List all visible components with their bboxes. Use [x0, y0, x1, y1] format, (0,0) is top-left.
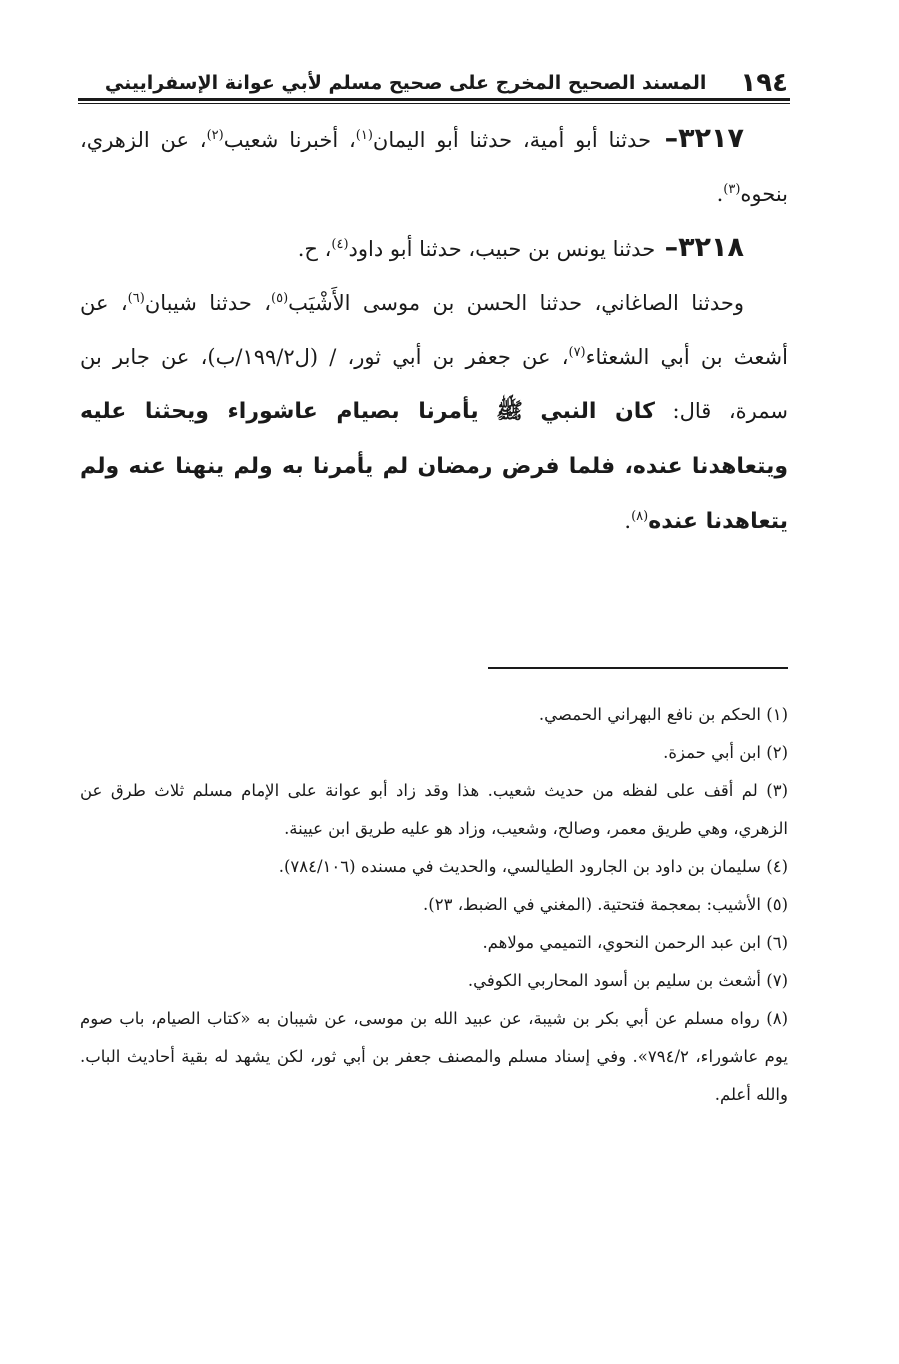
- chain-text: .: [624, 509, 632, 533]
- running-title: المسند الصحيح المخرج على صحيح مسلم لأبي عوانة الإسفراييني: [104, 72, 707, 94]
- footnote-ref[interactable]: (١): [355, 128, 373, 143]
- footnotes: [80, 696, 788, 1114]
- footnote-7: (٧) أشعث بن سليم بن أسود المحاربي الكوفي.: [467, 971, 788, 990]
- hadith-3217: [80, 112, 788, 221]
- hadith-dash: –: [651, 123, 679, 154]
- footnote-4: (٤) سليمان بن داود بن الجارود الطيالسي، والحديث في مسنده (٧٨٤/١٠٦).: [278, 857, 788, 876]
- footnote-8: (٨) رواه مسلم عن أبي بكر بن شيبة، عن عبيد الله بن موسى، عن شيبان به «كتاب الصيام، باب صوم يوم عاشوراء، ٧٩٤/٢». وفي إسناد مسلم والمصنف جعفر بن أبي ثور، لكن يشهد له بقية أحاديث الباب. والله أعلم.: [80, 1009, 788, 1104]
- hadith-number: ٣٢١٨: [678, 232, 744, 263]
- hadith-number: ٣٢١٧: [678, 123, 744, 154]
- hadith-chain: [80, 276, 788, 549]
- footnote-6: (٦) ابن عبد الرحمن النحوي، التميمي مولاهم.: [482, 933, 788, 952]
- chain-text: وحدثنا الصاغاني، حدثنا الحسن بن موسى الأَشْيَب: [288, 291, 744, 315]
- page-number: ١٩٤: [740, 68, 788, 98]
- chain-text: ، عن جعفر بن أبي ثور، / (ل١٩٩/٢/ب)، عن جابر بن سمرة، قال:: [80, 345, 788, 423]
- footnote-3: (٣) لم أقف على لفظه من حديث شعيب. هذا وقد زاد أبو عوانة على الإمام مسلم ثلاث طرق عن الزهري، وهي طريق معمر، وصالح، وشعيب، وزاد هو عليه طريق ابن عيينة.: [80, 781, 788, 838]
- footnote-ref[interactable]: (٧): [568, 345, 586, 360]
- hadith-text: حدثنا يونس بن حبيب، حدثنا أبو داود: [348, 237, 656, 261]
- footnote-ref[interactable]: (٢): [206, 128, 224, 143]
- footnote-2: (٢) ابن أبي حمزة.: [663, 743, 788, 762]
- chain-text: ، حدثنا شيبان: [144, 291, 272, 315]
- footnote-separator: [488, 667, 788, 669]
- header-rule-thin: [78, 103, 790, 104]
- hadith-text: .: [716, 182, 724, 206]
- footnote-ref[interactable]: (٨): [631, 509, 649, 524]
- footnote-ref[interactable]: (٥): [271, 291, 289, 306]
- page-header: [80, 64, 788, 98]
- footnote-ref[interactable]: (٣): [723, 182, 741, 197]
- chain-text: ، عن أشعث بن أبي الشعثاء: [80, 291, 788, 369]
- hadith-3218: [80, 221, 788, 276]
- hadith-dash: –: [655, 232, 679, 263]
- main-text: [80, 112, 788, 549]
- hadith-text: ، ح.: [297, 237, 332, 261]
- footnote-ref[interactable]: (٤): [331, 237, 349, 252]
- footnote-ref[interactable]: (٦): [127, 291, 145, 306]
- footnote-1: (١) الحكم بن نافع البهراني الحمصي.: [538, 705, 788, 724]
- footnote-5: (٥) الأشيب: بمعجمة فتحتية. (المغني في الضبط، ٢٣).: [423, 895, 788, 914]
- matn-bold: كان النبي: [540, 399, 655, 424]
- salla-glyph: ﷺ: [496, 399, 523, 424]
- matn-bold: يأمرنا بصيام عاشوراء ويحثنا عليه ويتعاهدنا عنده، فلما فرض رمضان لم يأمرنا به ولم ينهنا عنه ولم يتعاهدنا عنده: [80, 399, 788, 534]
- hadith-text: ، عن الزهري، بنحوه: [80, 128, 788, 206]
- header-rule: [78, 98, 790, 101]
- hadith-text: حدثنا أبو أمية، حدثنا أبو اليمان: [372, 128, 652, 152]
- hadith-text: ، أخبرنا شعيب: [223, 128, 356, 152]
